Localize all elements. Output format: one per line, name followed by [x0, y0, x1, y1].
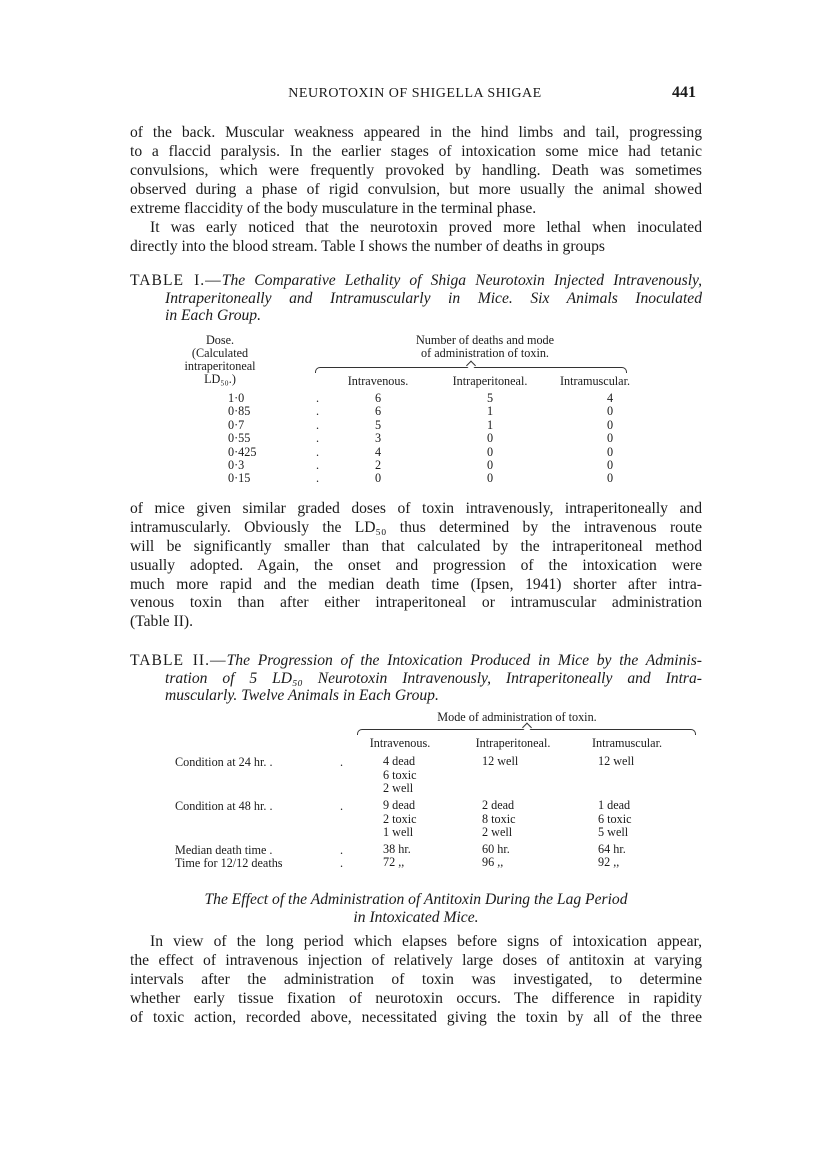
- leader-dot: .: [340, 856, 344, 870]
- value-line: 2 toxic: [383, 811, 417, 826]
- value-cell: [482, 799, 516, 840]
- brace: [357, 729, 696, 735]
- value-line: 12 well: [482, 754, 519, 768]
- text-line: intramuscularly. Obviously the LD₅₀ thus determined by the intravenous route: [130, 518, 702, 536]
- value-line: 1 well: [383, 825, 414, 839]
- dose-cell: 0·425: [228, 444, 257, 459]
- value-cell: [598, 856, 619, 870]
- text-line: observed during a phase of rigid convulsion, but more usually the animal showed: [130, 180, 702, 198]
- paragraph-4: [130, 933, 702, 1027]
- value-line: 6 toxic: [598, 811, 632, 826]
- table-label: TABLE II.—: [130, 652, 227, 669]
- value-line: 4 dead: [383, 754, 416, 768]
- value-cell: [383, 856, 404, 870]
- dose-header: [170, 334, 270, 386]
- value-line: 8 toxic: [482, 811, 516, 826]
- column-header: Intramuscular.: [559, 374, 631, 388]
- value-cell: [482, 856, 503, 870]
- leader-dot: .: [316, 431, 320, 446]
- text-line: In view of the long period which elapses before signs of intoxication appear,: [150, 933, 702, 950]
- dose-cell: 0·55: [228, 431, 251, 446]
- column-header: Intraperitoneal.: [475, 736, 551, 750]
- value-cell: [482, 755, 518, 769]
- column-header: Intramuscular.: [591, 736, 663, 750]
- value-line: 64 hr.: [598, 842, 626, 856]
- text-line: (Table II).: [130, 613, 193, 631]
- column-header: Intravenous.: [369, 736, 431, 750]
- value-cell: 0: [606, 471, 614, 486]
- value-cell: 0: [486, 444, 494, 459]
- text-line: the effect of intravenous injection of relatively large doses of antitoxin at varying: [130, 951, 702, 969]
- text-line: venous toxin than after either intraperitoneal or intramuscular administration: [130, 594, 702, 612]
- text-line: of toxic action, recorded above, necessitated giving the toxin by all of the three: [130, 1008, 702, 1026]
- leader-dot: .: [316, 471, 320, 486]
- value-line: 2 well: [383, 781, 414, 795]
- text-line: of the back. Muscular weakness appeared in the hind limbs and tail, progressing: [130, 124, 702, 141]
- row-label: Condition at 24 hr. .: [175, 755, 273, 769]
- group-header-line: of administration of toxin.: [421, 346, 549, 360]
- value-cell: 0: [486, 458, 494, 472]
- running-title: NEUROTOXIN OF SHIGELLA SHIGAE: [288, 86, 542, 101]
- dose-cell: 1·0: [228, 391, 245, 405]
- caption-line: muscularly. Twelve Animals in Each Group.: [165, 687, 439, 704]
- brace: [315, 367, 627, 373]
- dose-header-line: (Calculated: [191, 346, 249, 360]
- text-line: of mice given similar graded doses of toxin intravenously, intraperitoneally and: [130, 500, 702, 517]
- dose-cell: 0·7: [228, 417, 245, 432]
- row-label: Time for 12/12 deaths: [175, 856, 283, 870]
- caption-line: TABLE II.—The Progression of the Intoxication Produced in Mice by the Adminis-: [130, 652, 702, 669]
- dose-cell: 0·85: [228, 404, 251, 419]
- leader-dot: .: [316, 444, 320, 459]
- column-header: Intravenous.: [347, 374, 409, 388]
- value-cell: 1: [486, 404, 494, 419]
- value-cell: 0: [606, 458, 614, 472]
- value-cell: 0: [486, 471, 494, 486]
- text-line: extreme flaccidity of the body musculature in the terminal phase.: [130, 199, 537, 217]
- value-cell: 6: [374, 391, 382, 405]
- value-line: 12 well: [598, 754, 635, 768]
- leader-dot: .: [340, 799, 344, 813]
- paragraph-1: [130, 124, 702, 218]
- column-header: Intraperitoneal.: [452, 374, 528, 388]
- table-2-caption: [130, 652, 702, 705]
- row-label: Condition at 48 hr. .: [175, 799, 273, 813]
- caption-line: tration of 5 LD₅₀ Neurotoxin Intravenously, Intraperitoneally and Intra-: [165, 669, 702, 687]
- subheading-line: in Intoxicated Mice.: [353, 909, 479, 926]
- group-header: [330, 334, 640, 360]
- value-cell: 0: [486, 431, 494, 446]
- value-cell: 4: [374, 444, 382, 459]
- dose-header-line: Dose.: [205, 333, 235, 347]
- dose-header-line: LD₅₀.): [204, 372, 236, 386]
- value-line: 9 dead: [383, 798, 416, 812]
- caption-line: in Each Group.: [165, 307, 262, 324]
- value-line: 96 ,,: [482, 855, 504, 869]
- text-line: directly into the blood stream. Table I shows the number of deaths in groups: [130, 237, 605, 255]
- dose-cell: 0·15: [228, 471, 251, 486]
- value-cell: 1: [486, 417, 494, 432]
- text-line: It was early noticed that the neurotoxin proved more lethal when inoculated: [150, 219, 702, 236]
- table-label: TABLE I.—: [130, 272, 222, 289]
- value-cell: 0: [374, 471, 382, 486]
- row-label: Median death time .: [175, 843, 273, 857]
- value-cell: [383, 755, 417, 796]
- subheading-line: The Effect of the Administration of Antitoxin During the Lag Period: [204, 891, 628, 908]
- paragraph-3: [130, 500, 702, 632]
- value-cell: 4: [606, 391, 614, 405]
- paragraph-2: [130, 219, 702, 257]
- text-line: whether early tissue fixation of neurotoxin occurs. The difference in rapidity: [130, 989, 702, 1007]
- text-line: intervals after the administration of toxin was investigated, to determine: [130, 970, 702, 988]
- value-cell: [598, 755, 634, 769]
- value-cell: 0: [606, 404, 614, 419]
- dose-header-line: intraperitoneal: [184, 359, 256, 373]
- dose-cell: 0·3: [228, 458, 245, 472]
- section-subheading: [130, 891, 702, 927]
- value-line: 60 hr.: [482, 842, 510, 856]
- value-line: 38 hr.: [383, 842, 411, 856]
- leader-dot: .: [316, 417, 320, 432]
- value-line: 72 ,,: [383, 855, 405, 869]
- leader-dot: .: [316, 404, 320, 419]
- group-header-line: Number of deaths and mode: [415, 333, 555, 347]
- value-cell: 0: [606, 417, 614, 432]
- table-1-caption: [130, 272, 702, 325]
- caption-line: Intraperitoneally and Intramuscularly in Mice. Six Animals Inoculated: [165, 289, 702, 307]
- value-cell: 0: [606, 444, 614, 459]
- value-cell: 5: [374, 417, 382, 432]
- value-line: 2 well: [482, 825, 513, 839]
- page-number: 441: [672, 84, 696, 101]
- value-cell: 3: [374, 431, 382, 446]
- value-line: 2 dead: [482, 798, 515, 812]
- text-line: will be significantly smaller than that calculated by the intraperitoneal method: [130, 537, 702, 555]
- value-cell: [383, 799, 417, 840]
- table-1: [0, 334, 816, 484]
- text-line: usually adopted. Again, the onset and progression of the intoxication were: [130, 556, 702, 574]
- value-line: 5 well: [598, 825, 629, 839]
- value-cell: 5: [486, 391, 494, 405]
- table-2: [0, 710, 816, 890]
- leader-dot: .: [316, 391, 320, 405]
- group-header: Mode of administration of toxin.: [437, 710, 597, 724]
- value-line: 6 toxic: [383, 767, 417, 782]
- value-cell: 6: [374, 404, 382, 419]
- text-line: convulsions, which were frequently provoked by handling. Death was sometimes: [130, 161, 702, 179]
- value-cell: [598, 799, 632, 840]
- text-line: much more rapid and the median death time (Ipsen, 1941) shorter after intra-: [130, 575, 702, 593]
- value-cell: 0: [606, 431, 614, 446]
- value-line: 1 dead: [598, 798, 631, 812]
- leader-dot: .: [316, 458, 320, 472]
- value-cell: 2: [374, 458, 382, 472]
- value-line: 92 ,,: [598, 855, 620, 869]
- leader-dot: .: [340, 755, 344, 769]
- leader-dot: .: [340, 843, 344, 857]
- caption-line: TABLE I.—The Comparative Lethality of Shiga Neurotoxin Injected Intravenously,: [130, 272, 702, 289]
- text-line: to a flaccid paralysis. In the earlier stages of intoxication some mice had tetanic: [130, 142, 702, 160]
